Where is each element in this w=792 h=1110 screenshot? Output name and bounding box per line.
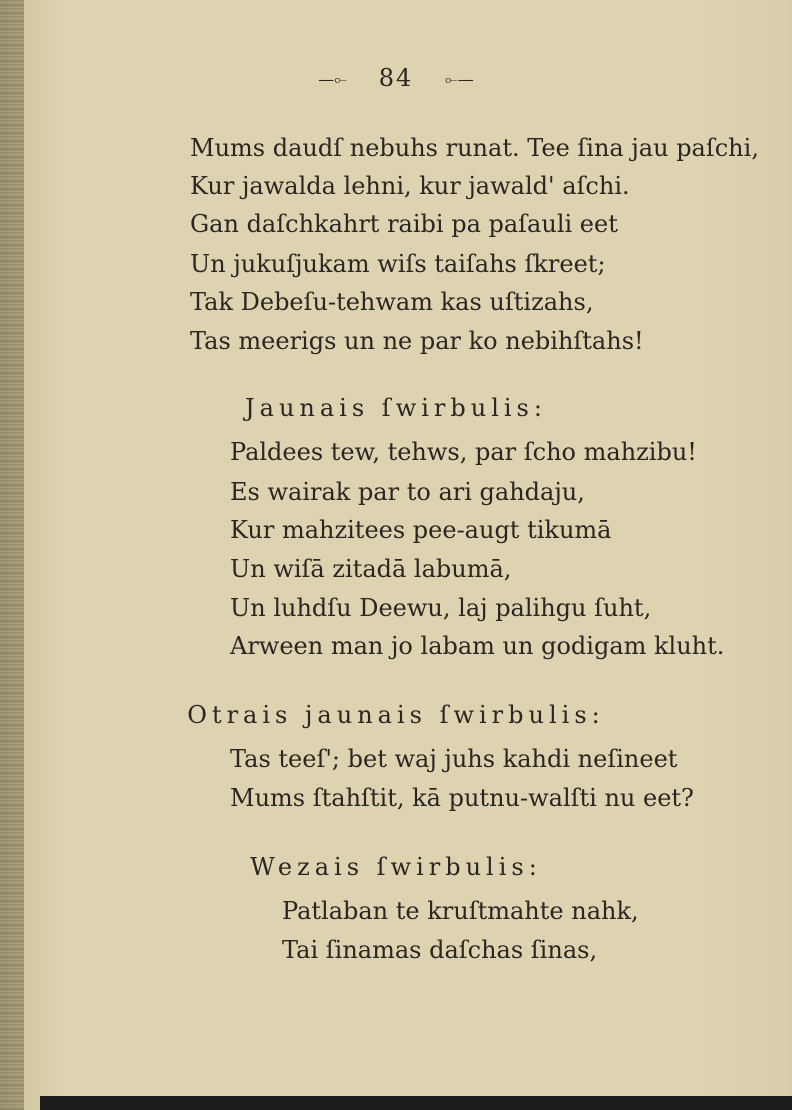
speaker-title: Wezais ſwirbulis: [250,853,542,881]
poem-line: Paldees tew, tehws, par ſcho mahzibu! [230,438,697,466]
poem-line: Kur jawalda lehni, kur jawald' aſchi. [190,172,630,200]
poem-line: Un wiſā zitadā labumā, [230,555,512,583]
poem-line: Gan daſchkahrt raibi pa paſauli eet [190,210,618,238]
speaker-title: Jaunais ſwirbulis: [245,394,547,422]
header-ornament-left: —⟜ [318,69,348,89]
poem-line: Es wairak par to ari gahdaju, [230,478,585,506]
page-bottom-edge [40,1096,792,1110]
book-spine [0,0,24,1110]
poem-line: Patlaban te kruſtmahte nahk, [282,897,639,925]
poem-line: Tas teeſ'; bet waj juhs kahdi neſineet [230,745,678,773]
poem-line: Un luhdſu Deewu, laj palihgu ſuht, [230,594,652,622]
poem-line: Mums daudſ nebuhs runat. Tee ſina jau paſchi, [190,134,759,162]
poem-line: Tas meerigs un ne par ko nebihſtahs! [190,327,644,355]
poem-line: Tak Debeſu-tehwam kas uſtizahs, [190,288,594,316]
poem-line: Tai ſinamas daſchas ſinas, [282,936,598,964]
page-header [0,64,792,92]
poem-line: Mums ſtahſtit, kā putnu-walſti nu eet? [230,784,694,812]
header-ornament-right: ⟜— [444,69,474,89]
poem-line: Un jukuſjukam wiſs taiſahs ſkreet; [190,250,606,278]
poem-line: Kur mahzitees pee-augt tikumā [230,516,612,544]
poem-line: Arween man jo labam un godigam kluht. [230,632,725,660]
speaker-title: Otrais jaunais ſwirbulis: [187,701,605,729]
page-number: 84 [378,64,414,92]
